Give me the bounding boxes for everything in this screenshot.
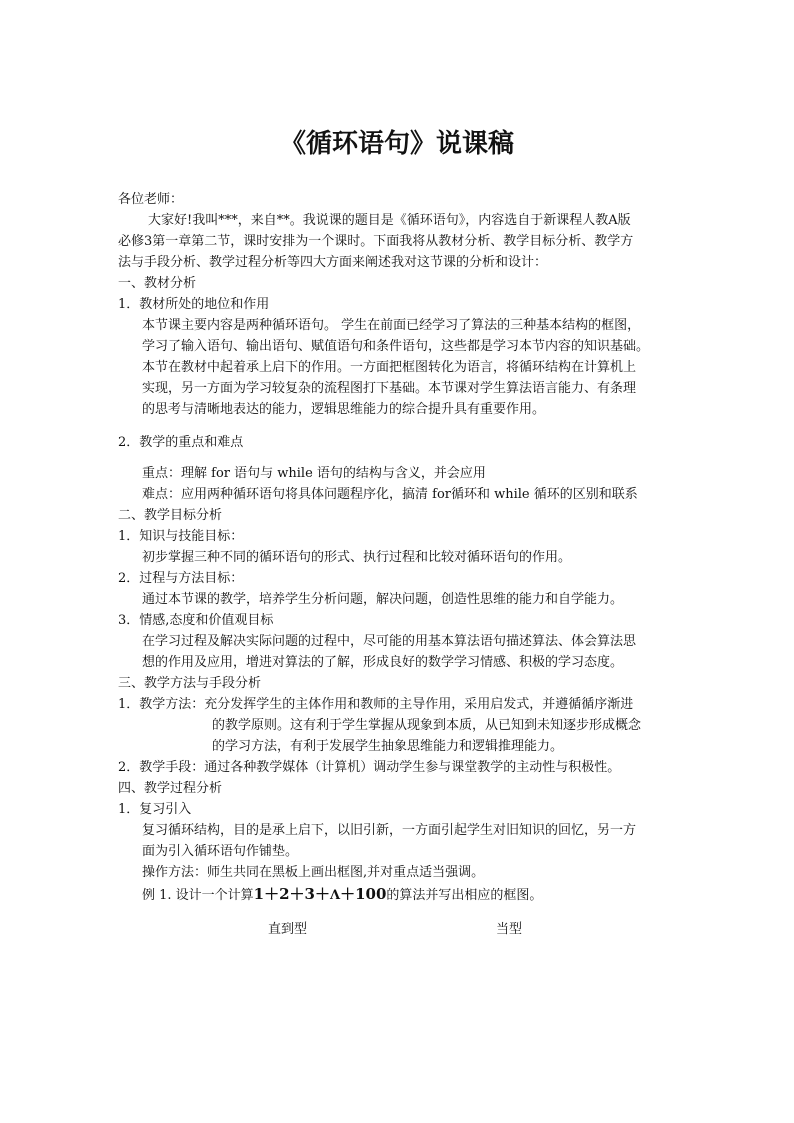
example-prefix: 例 1. 设计一个计算: [142, 888, 254, 903]
page-title: 《循环语句》说课稿: [279, 129, 514, 159]
method-line: 1．教学方法：充分发挥学生的主体作用和教师的主导作用，采用启发式，并遵循循序渐进: [118, 697, 634, 712]
section-heading: 三、教学方法与手段分析: [118, 676, 262, 691]
subsection-heading: 2．教学的重点和难点: [118, 435, 244, 450]
greeting: 各位老师：: [118, 192, 184, 207]
difficulty: 难点：应用两种循环语句将具体问题程序化，搞清 for循环和 while 循环的区别和联系: [142, 487, 638, 502]
label-until-type: 直到型: [268, 922, 308, 937]
section-heading: 四、教学过程分析: [118, 781, 223, 796]
means-line: 2．教学手段：通过各种教学媒体（计算机）调动学生参与课堂教学的主动性与积极性。: [118, 760, 621, 775]
intro-line: 大家好!我叫***，来自**。我说课的题目是《循环语句》，内容选自于新课程人教A版: [148, 213, 631, 228]
subsection-heading: 3．情感,态度和价值观目标: [118, 613, 274, 628]
example-suffix: 的算法并写出相应的框图。: [386, 888, 543, 903]
formula-part: ＋100: [340, 885, 387, 903]
body-line: 想的作用及应用，增进对算法的了解，形成良好的数学学习情感、积极的学习态度。: [142, 655, 624, 670]
body-line: 本节课主要内容是两种循环语句。 学生在前面已经学习了算法的三种基本结构的框图，: [142, 318, 641, 333]
method-line: 的教学原则。这有利于学生掌握从现象到本质，从已知到未知逐步形成概念: [212, 718, 642, 733]
intro-line: 法与手段分析、教学过程分析等四大方面来阐述我对这节课的分析和设计：: [118, 255, 548, 270]
section-heading: 二、教学目标分析: [118, 508, 223, 523]
body-line: 实现，另一方面为学习较复杂的流程图打下基础。本节课对学生算法语言能力、有条理: [142, 381, 637, 396]
key-point: 重点：理解 for 语句与 while 语句的结构与含义，并会应用: [142, 466, 486, 481]
formula-ellipsis: Λ: [329, 888, 341, 903]
body-line: 复习循环结构，目的是承上启下，以旧引新，一方面引起学生对旧知识的回忆，另一方: [142, 823, 637, 838]
subsection-heading: 1．复习引入: [118, 802, 192, 817]
body-line: 通过本节课的教学，培养学生分析问题，解决问题，创造性思维的能力和自学能力。: [142, 592, 624, 607]
example-line: [142, 884, 542, 906]
subsection-heading: 2．过程与方法目标：: [118, 571, 244, 586]
body-line: 面为引入循环语句作铺垫。: [142, 844, 299, 859]
body-line: 初步掌握三种不同的循环语句的形式、执行过程和比较对循环语句的作用。: [142, 550, 572, 565]
section-heading: 一、教材分析: [118, 276, 197, 291]
body-line: 本节在教材中起着承上启下的作用。一方面把框图转化为语言，将循环结构在计算机上: [142, 360, 637, 375]
intro-line: 必修3第一章第二节，课时安排为一个课时。下面我将从教材分析、教学目标分析、教学方: [118, 234, 634, 249]
body-line: 学习了输入语句、输出语句、赋值语句和条件语句，这些都是学习本节内容的知识基础。: [142, 339, 650, 354]
method-line: 的学习方法，有利于发展学生抽象思维能力和逻辑推理能力。: [212, 739, 564, 754]
label-while-type: 当型: [496, 922, 523, 937]
subsection-heading: 1．教材所处的地位和作用: [118, 297, 270, 312]
body-line: 的思考与清晰地表达的能力，逻辑思维能力的综合提升具有重要作用。: [142, 402, 546, 417]
formula-part: 1＋2＋3＋: [253, 885, 330, 903]
subsection-heading: 1．知识与技能目标：: [118, 529, 244, 544]
body-line: 在学习过程及解决实际问题的过程中，尽可能的用基本算法语句描述算法、体会算法思: [142, 634, 637, 649]
operation-line: 操作方法：师生共同在黑板上画出框图,并对重点适当强调。: [142, 865, 485, 880]
